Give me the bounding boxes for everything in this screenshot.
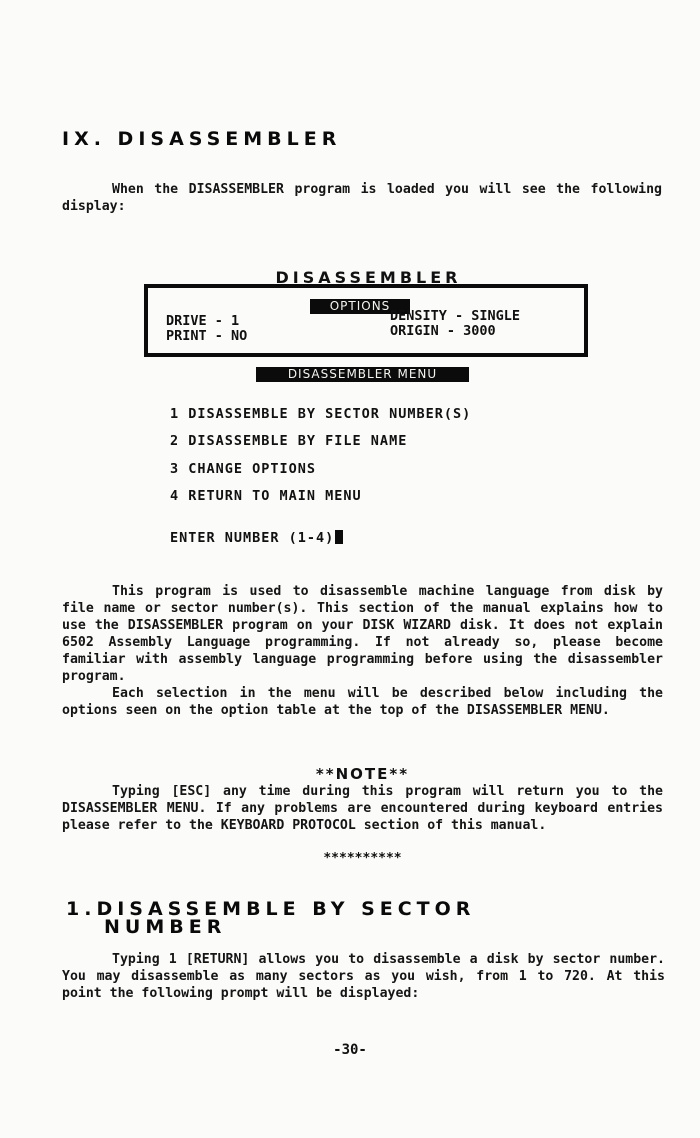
section-heading: IX. DISASSEMBLER (62, 128, 342, 150)
note-stars: ********** (323, 851, 402, 866)
origin-setting: ORIGIN - 3000 (390, 323, 496, 339)
body-paragraph-1: This program is used to disassemble machine language from disk by file name or sector number(s). This section of the manual explains how to use the DISASSEMBLER program on your DISK WIZARD disk. It does not explain 6502 Assembly Language programming. If not already so, please become familiar with assembly language programming before using the disassembler program. (62, 584, 663, 684)
subsection-paragraph (62, 951, 665, 1002)
body-paragraphs (62, 583, 663, 719)
density-setting: DENSITY - SINGLE (390, 308, 521, 324)
note-paragraph (62, 783, 663, 834)
intro-text: When the DISASSEMBLER program is loaded you will see the following display: (62, 182, 662, 214)
subsection-heading-line1: 1.DISASSEMBLE BY SECTOR (66, 898, 476, 920)
note-title: **NOTE** (315, 765, 410, 783)
menu-item-sector: 1 DISASSEMBLE BY SECTOR NUMBER(S) (170, 406, 472, 422)
menu-item-file: 2 DISASSEMBLE BY FILE NAME (170, 433, 408, 449)
note-text: Typing [ESC] any time during this program will return you to the DISASSEMBLER MENU. If any problems are encountered during keyboard entries please refer to the KEYBOARD PROTOCOL section of this manual. (62, 784, 663, 833)
menu-item-main: 4 RETURN TO MAIN MENU (170, 488, 362, 504)
menu-item-options: 3 CHANGE OPTIONS (170, 461, 317, 477)
subsection-text: Typing 1 [RETURN] allows you to disassemble a disk by sector number. You may disassemble as many sectors as you wish, from 1 to 720. At this point the following prompt will be displayed: (62, 952, 665, 1001)
subsection-heading-line2: NUMBER (104, 916, 227, 938)
options-label: OPTIONS (310, 299, 410, 314)
enter-prompt (170, 530, 343, 546)
intro-paragraph (62, 181, 662, 215)
page-number: -30- (333, 1042, 367, 1058)
menu-label: DISASSEMBLER MENU (256, 367, 469, 382)
prompt-text: ENTER NUMBER (1-4) (170, 530, 335, 546)
print-setting: PRINT - NO (166, 328, 248, 344)
body-paragraph-2: Each selection in the menu will be described below including the options seen on the option table at the top of the DISASSEMBLER MENU. (62, 686, 663, 718)
screen-title: DISASSEMBLER (275, 268, 462, 287)
drive-setting: DRIVE - 1 (166, 313, 240, 329)
cursor-block (335, 530, 343, 544)
